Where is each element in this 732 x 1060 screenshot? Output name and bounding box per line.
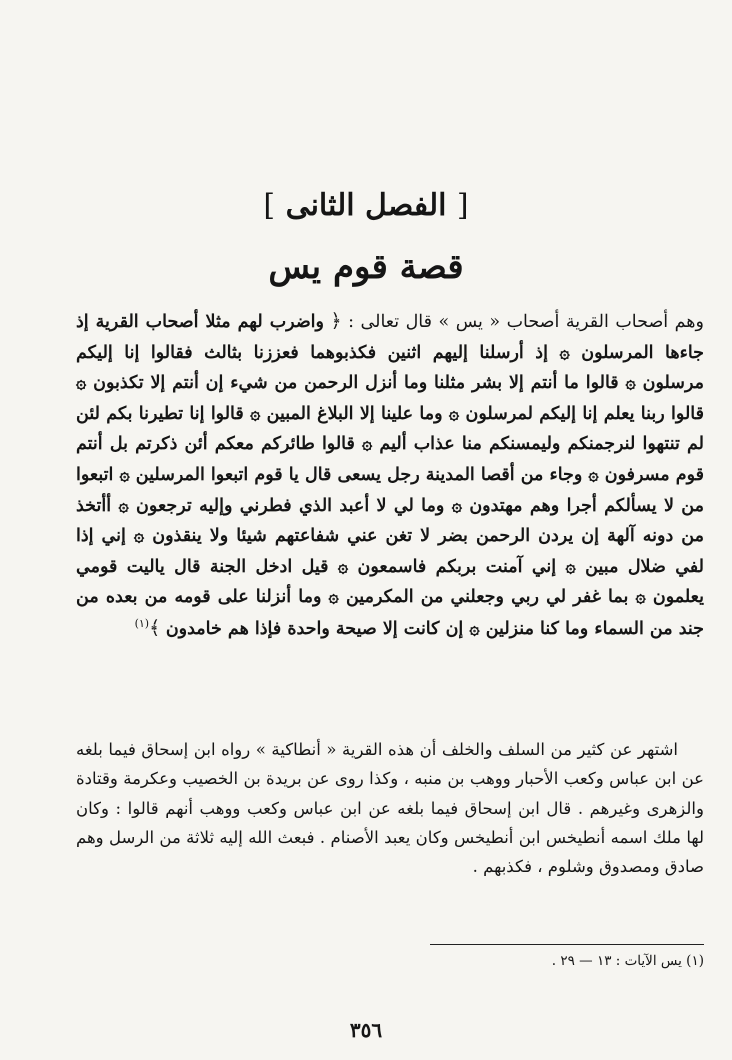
chapter-heading-text: الفصل الثانى xyxy=(285,188,447,223)
open-ornament-bracket: ﴿ xyxy=(330,310,342,332)
page-number: ٣٥٦ xyxy=(349,1018,383,1042)
quran-verses: واضرب لهم مثلا أصحاب القرية إذ جاءها المرسلون ۞ إذ أرسلنا إليهم اثنين فكذبوهما فعززنا بثالث فقالوا إنا إليكم مرسلون ۞ قالوا ما أنتم إلا بشر مثلنا وما أنزل الرحمن من شيء إن أنتم إلا تكذبون ۞ قالوا ربنا يعلم إنا إليكم لمرسلون ۞ وما علينا إلا البلاغ المبين ۞ قالوا إنا تطيرنا بكم لئن لم تنتهوا لنرجمنكم وليمسنكم منا عذاب أليم ۞ قالوا طائركم معكم أئن ذكرتم بل أنتم قوم مسرفون ۞ وجاء من أقصا المدينة رجل يسعى قال يا قوم اتبعوا المرسلين ۞ اتبعوا من لا يسألكم أجرا وهم مهتدون ۞ وما لي لا أعبد الذي فطرني وإليه ترجعون ۞ أأتخذ من دونه آلهة إن يردن الرحمن بضر لا تغن عني شفاعتهم شيئا ولا ينقذون ۞ إني إذا لفي ضلال مبين ۞ إني آمنت بربكم فاسمعون ۞ قيل ادخل الجنة قال ياليت قومي يعلمون ۞ بما غفر لي ربي وجعلني من المكرمين ۞ وما أنزلنا على قومه من بعده من جند من السماء وما كنا منزلين ۞ إن كانت إلا صيحة واحدة فإذا هم خامدون xyxy=(76,312,704,639)
quran-passage xyxy=(76,306,704,645)
chapter-heading xyxy=(0,178,732,234)
footnote: (١) يس الآيات : ١٣ — ٢٩ . xyxy=(551,953,704,969)
commentary-paragraph: اشتهر عن كثير من السلف والخلف أن هذه القرية « أنطاكية » رواه ابن إسحاق فيما بلغه عن ابن عباس وكعب الأحبار ووهب بن منبه ، وكذا روى عن بريدة بن الخصيب وعكرمة وقتادة والزهرى وغيرهم . قال ابن إسحاق فيما بلغه عن ابن عباس وكعب ووهب أنهم قالوا : وكان لها ملك اسمه أنطيخس ابن أنطيخس وكان يعبد الأصنام . فبعث الله إليه ثلاثة من الرسل وهم صادق ومصدوق وشلوم ، فكذبهم . xyxy=(76,740,704,877)
footnote-marker: (١) xyxy=(134,617,150,631)
close-ornament-bracket: ﴾ xyxy=(149,616,161,639)
story-title: قصة قوم يس xyxy=(268,247,464,287)
heading-close-bracket: ] xyxy=(263,188,276,223)
footnote-divider xyxy=(430,944,704,945)
passage-intro: وهم أصحاب القرية أصحاب « يس » قال تعالى : xyxy=(348,312,704,332)
heading-open-bracket: [ xyxy=(456,188,469,223)
